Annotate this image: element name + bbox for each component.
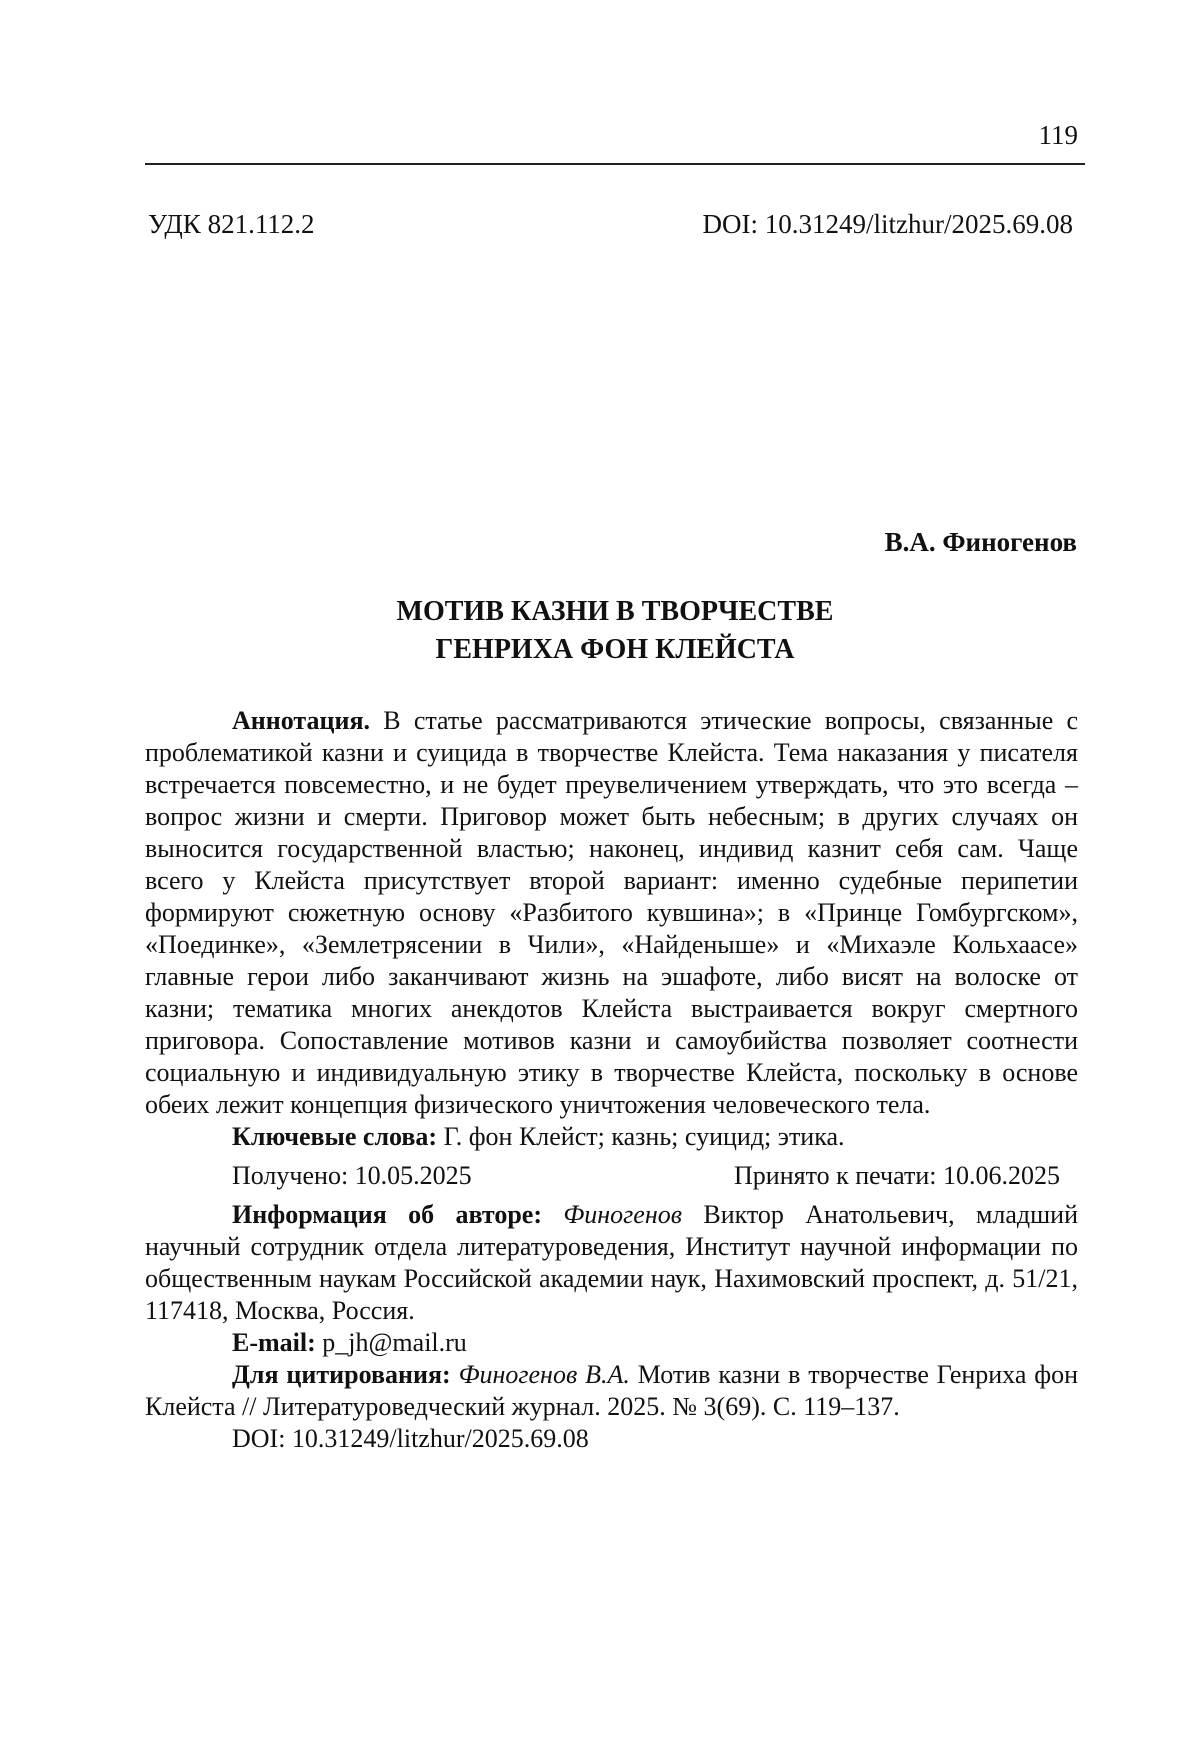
title-line-2: ГЕНРИХА ФОН КЛЕЙСТА — [435, 634, 795, 665]
dates-row — [145, 1160, 1078, 1192]
abstract — [145, 705, 1078, 1121]
keywords-label: Ключевые слова: — [232, 1122, 438, 1151]
article-title — [145, 593, 1085, 669]
page-number: 119 — [1038, 120, 1078, 150]
received-date: Получено: 10.05.2025 — [232, 1161, 472, 1190]
doi-header: DOI: 10.31249/litzhur/2025.69.08 — [702, 209, 1073, 239]
udc-code: УДК 821.112.2 — [148, 209, 315, 239]
citation — [145, 1359, 1078, 1423]
accepted-date: Принято к печати: 10.06.2025 — [734, 1161, 1060, 1190]
keywords-text: Г. фон Клейст; казнь; суицид; этика. — [443, 1122, 845, 1151]
title-line-1: МОТИВ КАЗНИ В ТВОРЧЕСТВЕ — [396, 596, 834, 627]
keywords — [145, 1121, 1078, 1153]
citation-doi: DOI: 10.31249/litzhur/2025.69.08 — [232, 1424, 589, 1453]
article-author: В.А. Финогенов — [884, 527, 1077, 557]
citation-author: Финогенов В.А. — [458, 1360, 630, 1389]
author-info-label: Информация об авторе: — [232, 1200, 542, 1229]
abstract-text: В статье рассматриваются этические вопросы, связанные с проблематикой казни и суицида в творчестве Клейста. Тема наказания у писателя встречается повсеместно, и не будет преувеличением утверждать, что это всегда – вопрос жизни и смерти. Приговор может быть небесным; в других случаях он выносится государственной властью; наконец, индивид казнит себя сам. Чаще всего у Клейста присутствует второй вариант: именно судебные перипетии формируют сюжетную основу «Разбитого кувшина»; в «Принце Гомбургском», «Поединке», «Землетрясении в Чили», «Найденыше» и «Михаэле Кольхаасе» главные герои либо заканчивают жизнь на эшафоте, либо висят на волоске от казни; тематика многих анекдотов Клейста выстраивается вокруг смертного приговора. Сопоставление мотивов казни и самоубийства позволяет соотнести социальную и индивидуальную этику в творчестве Клейста, поскольку в основе обеих лежит концепция физического уничтожения человеческого тела. — [145, 706, 1078, 1119]
email-label: E-mail: — [232, 1328, 316, 1357]
email-address[interactable]: p_jh@mail.ru — [322, 1328, 467, 1357]
author-info-surname: Финогенов — [563, 1200, 683, 1229]
article-front-matter — [145, 705, 1078, 1455]
article-meta-row — [148, 208, 1073, 240]
author-info — [145, 1199, 1078, 1327]
citation-text: Мотив казни в творчестве Генриха фон Клейста // Литературоведческий журнал. 2025. № 3(69). С. 119–137. — [145, 1360, 1079, 1421]
email-line — [145, 1327, 1078, 1359]
abstract-label: Аннотация. — [232, 706, 371, 735]
header-rule — [145, 163, 1085, 165]
citation-label: Для цитирования: — [232, 1360, 451, 1389]
author-info-text: Виктор Анатольевич, младший научный сотрудник отдела литературоведения, Институт научной информации по общественным наукам Российской академии наук, Нахимовский проспект, д. 51/21, 117418, Москва, Россия. — [145, 1200, 1079, 1325]
